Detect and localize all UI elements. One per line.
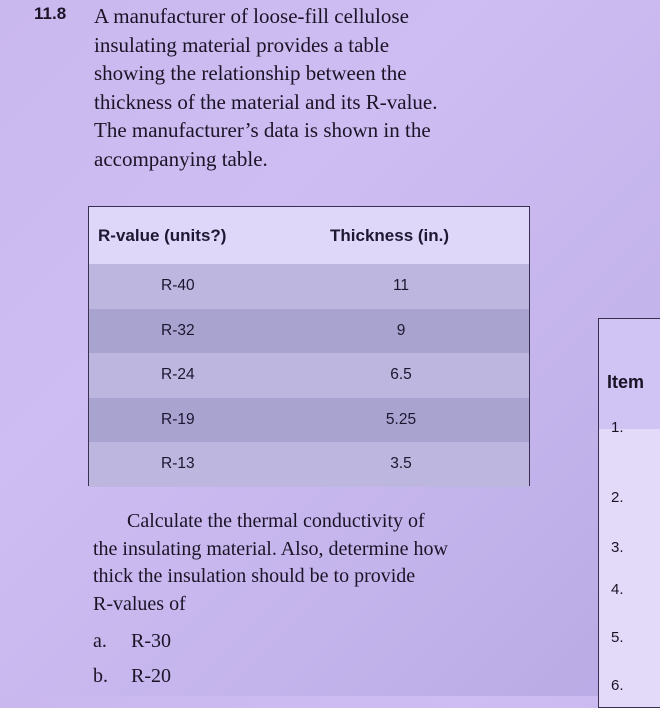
part-value: R-20 <box>131 665 171 687</box>
part-item <box>93 624 171 659</box>
cell-thickness: 5.25 <box>385 410 417 428</box>
question-line: thick the insulation should be to provide <box>93 565 416 587</box>
cell-thickness: 3.5 <box>390 455 412 473</box>
part-letter: a. <box>93 630 107 652</box>
side-table-fragment <box>598 318 660 708</box>
side-item: 4. <box>611 581 624 598</box>
intro-line: A manufacturer of loose-fill cellulose <box>94 4 409 28</box>
side-header: Item <box>599 319 660 429</box>
intro-line: insulating material provides a table <box>94 32 390 57</box>
side-item: 6. <box>611 677 624 694</box>
intro-line: The manufacturer’s data is shown in the <box>94 118 431 142</box>
header-thickness: Thickness (in.) <box>330 225 450 245</box>
cell-r-value: R-13 <box>161 455 195 473</box>
table-row <box>89 442 529 487</box>
side-item: 1. <box>611 419 624 436</box>
cell-r-value: R-24 <box>161 366 195 384</box>
intro-line: accompanying table. <box>94 146 268 171</box>
question-line: the insulating material. Also, determine how <box>93 537 448 560</box>
table-row <box>89 309 529 354</box>
part-value: R-30 <box>131 630 171 652</box>
table-row <box>89 353 529 398</box>
r-value-table <box>88 206 530 486</box>
question-line: Calculate the thermal conductivity of <box>127 510 425 532</box>
side-item: 5. <box>611 629 624 646</box>
part-letter: b. <box>93 665 108 687</box>
cell-r-value: R-40 <box>161 277 195 295</box>
table-row <box>89 398 529 443</box>
question-parts <box>93 624 171 694</box>
question-line: R-values of <box>93 592 186 615</box>
table-row <box>89 264 529 309</box>
cell-r-value: R-32 <box>161 321 195 339</box>
intro-line: thickness of the material and its R-value. <box>94 89 438 114</box>
cell-thickness: 11 <box>392 277 410 295</box>
problem-number: 11.8 <box>34 4 67 23</box>
problem-intro <box>94 2 524 173</box>
problem-question <box>93 508 533 618</box>
header-r-value: R-value (units?) <box>98 225 227 245</box>
side-item: 2. <box>611 489 624 506</box>
side-item: 3. <box>611 539 624 556</box>
cell-thickness: 6.5 <box>390 366 412 384</box>
part-item <box>93 659 171 694</box>
intro-line: showing the relationship between the <box>94 61 407 85</box>
cell-r-value: R-19 <box>161 410 195 428</box>
cell-thickness: 9 <box>396 321 406 339</box>
table-header <box>89 207 529 264</box>
